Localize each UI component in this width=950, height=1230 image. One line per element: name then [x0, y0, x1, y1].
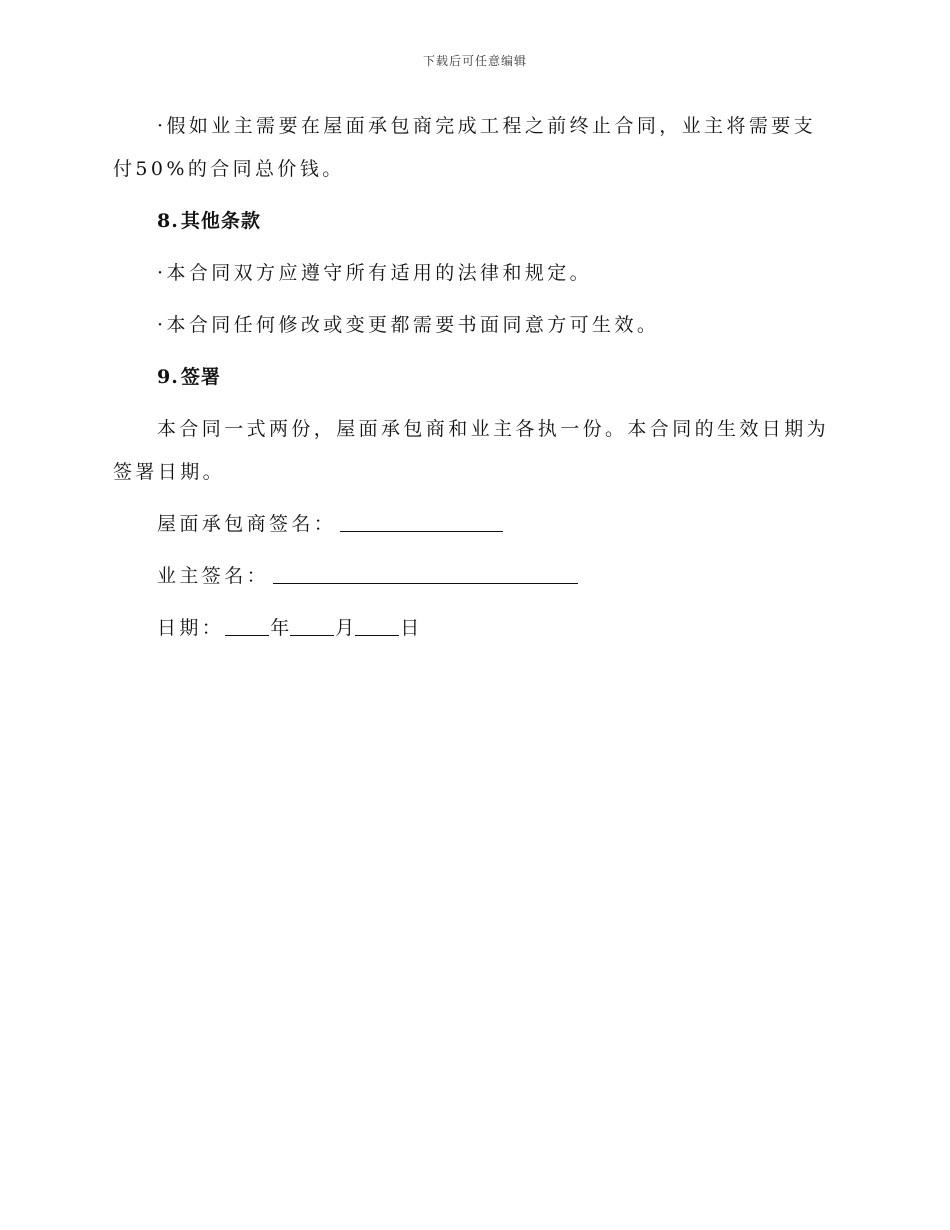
section-9-title: 签署 [180, 366, 221, 388]
contractor-signature-label: 屋面承包商签名： [157, 513, 337, 535]
day-unit: 日 [400, 617, 420, 639]
section-8-heading [157, 200, 830, 243]
page-header: 下载后可任意编辑 [422, 54, 527, 68]
owner-signature-line [157, 555, 830, 598]
section-8-title: 其他条款 [180, 210, 261, 232]
termination-clause: ·假如业主需要在屋面承包商完成工程之前终止合同，业主将需要支付50%的合同总价钱。 [113, 115, 817, 180]
section-8-number: 8. [157, 210, 179, 232]
year-blank[interactable] [225, 615, 269, 636]
section-8-bullet-2: ·本合同任何修改或变更都需要书面同意方可生效。 [157, 314, 660, 336]
month-blank[interactable] [290, 615, 334, 636]
section-9-body: 本合同一式两份，屋面承包商和业主各执一份。本合同的生效日期为签署日期。 [113, 418, 830, 483]
month-unit: 月 [335, 617, 355, 639]
owner-signature-blank[interactable] [273, 563, 578, 584]
section-8-bullet-1: ·本合同双方应遵守所有适用的法律和规定。 [157, 262, 593, 284]
date-label: 日期： [157, 617, 225, 639]
contractor-signature-blank[interactable] [340, 511, 503, 532]
year-unit: 年 [270, 617, 290, 639]
section-9-heading [157, 356, 830, 399]
day-blank[interactable] [355, 615, 399, 636]
contractor-signature-line [157, 503, 830, 546]
owner-signature-label: 业主签名： [157, 565, 270, 587]
date-line [157, 607, 830, 650]
section-9-number: 9. [157, 366, 179, 388]
document-body [113, 105, 830, 659]
